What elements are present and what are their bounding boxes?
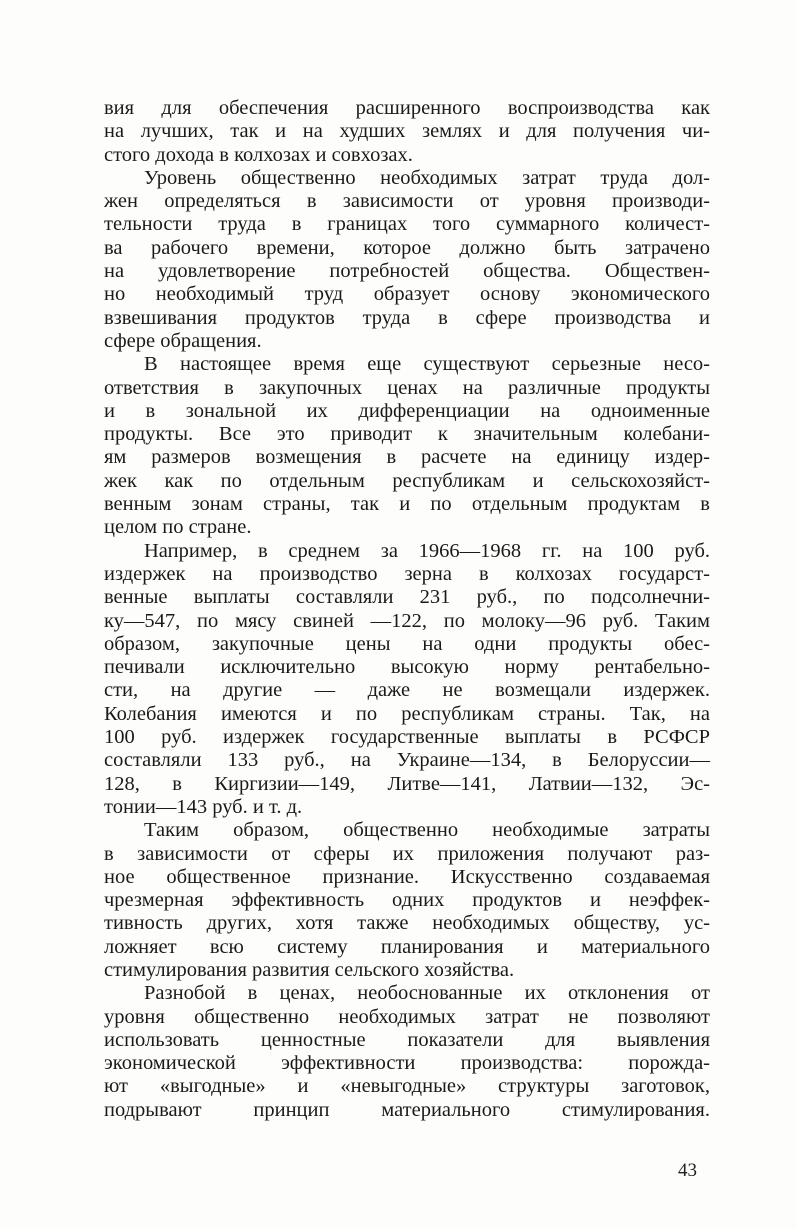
text-line: 128, в Киргизии—149, Литве—141, Латвии—132, Эс-: [104, 772, 710, 795]
text-line: образом, закупочные цены на одни продукты обес-: [104, 632, 710, 655]
text-line: Колебания имеются и по республикам страны. Так, на: [104, 702, 710, 725]
text-line: 100 руб. издержек государственные выплаты в РСФСР: [104, 726, 710, 749]
text-line: ва рабочего времени, которое должно быть затрачено: [104, 236, 710, 259]
paragraph: [104, 982, 710, 1122]
text-line: тонии—143 руб. и т. д.: [104, 795, 303, 818]
text-line: в зависимости от сферы их приложения получают раз-: [104, 842, 710, 865]
text-line: ответствия в закупочных ценах на различные продукты: [104, 376, 710, 399]
text-line: сфере обращения.: [104, 329, 262, 352]
paragraph: [104, 353, 710, 539]
body-text: [104, 97, 710, 1122]
text-line: но необходимый труд образует основу экономического: [104, 283, 710, 306]
text-line: тельности труда в границах того суммарного количест-: [104, 213, 710, 236]
text-line: жен определяться в зависимости от уровня производи-: [104, 190, 710, 213]
paragraph: [104, 167, 710, 353]
text-line: издержек на производство зерна в колхозах государст-: [104, 562, 710, 585]
text-line: ложняет всю систему планирования и материального: [104, 935, 710, 958]
text-line: ям размеров возмещения в расчете на единицу издер-: [104, 446, 710, 469]
text-line: вия для обеспечения расширенного воспроизводства как: [104, 97, 710, 119]
text-line: стого дохода в колхозах и совхозах.: [104, 143, 413, 166]
text-line: жек как по отдельным республикам и сельскохозяйст-: [104, 469, 710, 492]
page-number: 43: [678, 1160, 697, 1181]
text-line: Разнобой в ценах, необоснованные их отклонения от: [144, 982, 710, 1005]
text-line: ют «выгодные» и «невыгодные» структуры заготовок,: [104, 1075, 710, 1098]
text-line: составляли 133 руб., на Украине—134, в Белоруссии—: [104, 749, 710, 772]
paragraph: [104, 97, 710, 167]
text-line: целом по стране.: [104, 516, 252, 539]
text-line: на удовлетворение потребностей общества. Обществен-: [104, 260, 710, 283]
text-line: взвешивания продуктов труда в сфере производства и: [104, 306, 710, 329]
text-line: ное общественное признание. Искусственно создаваемая: [104, 865, 710, 888]
text-line: на лучших, так и на худших землях и для получения чи-: [104, 120, 710, 143]
text-line: и в зональной их дифференциации на одноименные: [104, 399, 710, 422]
text-line: стимулирования развития сельского хозяйства.: [104, 958, 515, 981]
text-line: В настоящее время еще существуют серьезные несо-: [144, 353, 710, 376]
paragraph: [104, 540, 710, 820]
paragraph: [104, 819, 710, 982]
text-line: чрезмерная эффективность одних продуктов и неэффек-: [104, 889, 710, 912]
text-line: использовать ценностные показатели для выявления: [104, 1028, 710, 1051]
text-line: сти, на другие — даже не возмещали издержек.: [104, 679, 710, 702]
text-line: продукты. Все это приводит к значительным колебани-: [104, 423, 710, 446]
text-line: венные выплаты составляли 231 руб., по подсолнечни-: [104, 586, 710, 609]
text-line: Например, в среднем за 1966—1968 гг. на 100 руб.: [144, 539, 710, 562]
text-line: тивность других, хотя также необходимых обществу, ус-: [104, 912, 710, 935]
text-line: экономической эффективности производства: порожда-: [104, 1052, 710, 1075]
text-line: подрывают принцип материального стимулирования.: [104, 1098, 710, 1121]
text-line: венным зонам страны, так и по отдельным продуктам в: [104, 493, 710, 516]
text-line: ку—547, по мясу свиней —122, по молоку—96 руб. Таким: [104, 609, 710, 632]
text-line: Таким образом, общественно необходимые затраты: [144, 819, 710, 842]
text-line: печивали исключительно высокую норму рентабельно-: [104, 656, 710, 679]
text-line: уровня общественно необходимых затрат не позволяют: [104, 1005, 710, 1028]
text-line: Уровень общественно необходимых затрат труда дол-: [144, 166, 710, 189]
